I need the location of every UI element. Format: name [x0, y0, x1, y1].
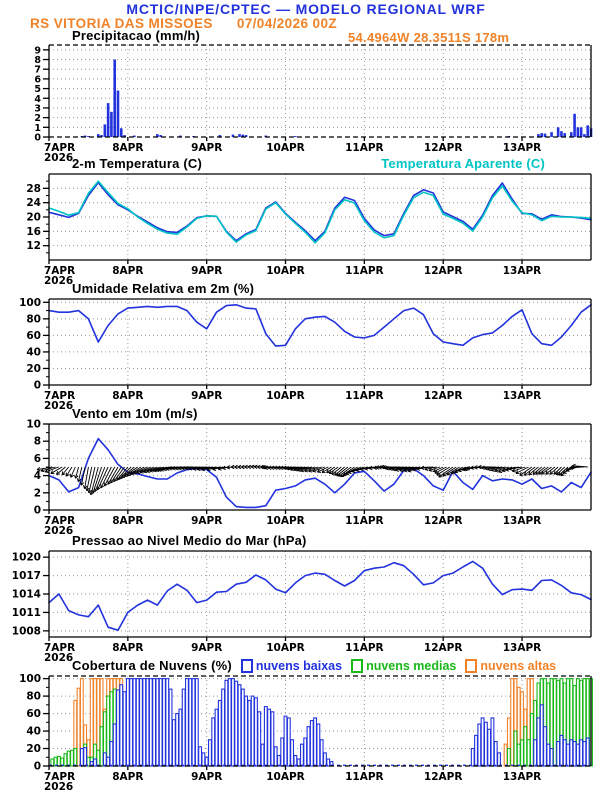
svg-text:13APR: 13APR — [502, 142, 542, 154]
svg-text:1014: 1014 — [11, 588, 41, 601]
svg-text:80: 80 — [26, 690, 41, 703]
svg-text:12: 12 — [26, 240, 41, 253]
run-datetime: 07/04/2026 00Z — [236, 16, 338, 31]
svg-text:9APR: 9APR — [191, 515, 223, 527]
svg-text:12APR: 12APR — [423, 265, 463, 277]
svg-text:7APR: 7APR — [44, 265, 76, 277]
legend-label-altas: nuvens altas — [480, 658, 557, 673]
svg-text:7: 7 — [34, 64, 41, 76]
page-title: MCTIC/INPE/CPTEC — MODELO REGIONAL WRF — [126, 1, 486, 17]
svg-text:9: 9 — [34, 45, 41, 57]
svg-text:8APR: 8APR — [112, 515, 144, 527]
svg-text:40: 40 — [26, 725, 41, 738]
svg-text:8APR: 8APR — [112, 265, 144, 277]
svg-text:10APR: 10APR — [266, 142, 305, 154]
svg-text:2026: 2026 — [44, 275, 74, 287]
location-coordinates: 54.4964W 28.3511S 178m — [348, 30, 510, 45]
svg-text:11APR: 11APR — [345, 771, 384, 783]
svg-text:6: 6 — [33, 452, 41, 465]
svg-text:7APR: 7APR — [44, 642, 76, 654]
svg-text:2026: 2026 — [44, 400, 74, 412]
pressure-title: Pressao ao Nivel Medio do Mar (hPa) — [72, 533, 307, 548]
svg-text:20: 20 — [26, 211, 41, 224]
svg-text:0: 0 — [33, 760, 41, 773]
wind-chart — [26, 419, 591, 538]
svg-text:1011: 1011 — [11, 606, 41, 619]
svg-text:2: 2 — [34, 113, 41, 125]
clouds-chart — [19, 673, 592, 792]
svg-text:10APR: 10APR — [266, 265, 305, 277]
svg-text:11APR: 11APR — [345, 642, 384, 654]
svg-text:8APR: 8APR — [112, 642, 144, 654]
svg-text:13APR: 13APR — [502, 642, 542, 654]
svg-text:60: 60 — [26, 708, 41, 721]
svg-text:2: 2 — [33, 487, 41, 500]
svg-text:2026: 2026 — [44, 152, 74, 164]
svg-text:8APR: 8APR — [112, 142, 144, 154]
legend-label-baixas: nuvens baixas — [255, 658, 343, 673]
svg-text:10APR: 10APR — [266, 390, 305, 402]
svg-text:28: 28 — [26, 182, 41, 195]
station-name: RS VITORIA DAS MISSOES — [30, 16, 213, 31]
precipitation-chart — [34, 45, 592, 164]
svg-text:8APR: 8APR — [112, 771, 144, 783]
svg-text:4: 4 — [33, 470, 41, 483]
svg-text:20: 20 — [26, 743, 41, 756]
clouds-title: Cobertura de Nuvens (%) — [72, 658, 232, 673]
svg-text:10APR: 10APR — [266, 642, 305, 654]
svg-text:2026: 2026 — [44, 652, 74, 664]
svg-text:9APR: 9APR — [191, 771, 223, 783]
svg-text:7APR: 7APR — [44, 390, 76, 402]
svg-text:9APR: 9APR — [191, 265, 223, 277]
svg-text:9APR: 9APR — [191, 642, 223, 654]
svg-text:13APR: 13APR — [502, 265, 542, 277]
svg-text:7APR: 7APR — [44, 142, 76, 154]
svg-text:8: 8 — [34, 55, 41, 67]
svg-text:1: 1 — [34, 122, 41, 134]
pressure-chart — [12, 551, 591, 664]
svg-text:13APR: 13APR — [502, 515, 542, 527]
temperature-title: 2-m Temperatura (C) — [72, 156, 202, 171]
svg-text:24: 24 — [26, 197, 41, 210]
svg-text:1017: 1017 — [11, 570, 41, 583]
precipitation-title: Precipitacao (mm/h) — [72, 28, 201, 43]
svg-text:0: 0 — [34, 132, 41, 144]
svg-text:12APR: 12APR — [423, 771, 463, 783]
temperature-chart — [26, 174, 591, 287]
svg-text:20: 20 — [26, 362, 41, 375]
wind-title: Vento em 10m (m/s) — [72, 406, 198, 421]
svg-text:11APR: 11APR — [345, 515, 384, 527]
svg-text:80: 80 — [26, 313, 41, 326]
svg-text:60: 60 — [26, 329, 41, 342]
svg-text:100: 100 — [19, 673, 41, 686]
legend-label-medias: nuvens medias — [366, 658, 457, 673]
svg-text:11APR: 11APR — [345, 265, 384, 277]
svg-text:7APR: 7APR — [44, 771, 76, 783]
svg-text:12APR: 12APR — [423, 515, 463, 527]
svg-text:6: 6 — [34, 74, 41, 86]
svg-text:11APR: 11APR — [345, 142, 384, 154]
apparent-temperature-title: Temperatura Aparente (C) — [381, 156, 545, 171]
svg-text:12APR: 12APR — [423, 642, 463, 654]
svg-text:10: 10 — [26, 418, 41, 431]
svg-text:2026: 2026 — [44, 781, 74, 792]
svg-text:13APR: 13APR — [502, 390, 542, 402]
svg-text:10APR: 10APR — [266, 515, 305, 527]
svg-text:9APR: 9APR — [191, 142, 223, 154]
svg-text:2026: 2026 — [44, 525, 74, 537]
svg-text:0: 0 — [33, 379, 41, 392]
svg-text:16: 16 — [26, 225, 41, 238]
svg-text:8APR: 8APR — [112, 390, 144, 402]
svg-text:12APR: 12APR — [423, 142, 463, 154]
svg-text:10APR: 10APR — [266, 771, 305, 783]
svg-text:12APR: 12APR — [423, 390, 463, 402]
svg-text:4: 4 — [34, 93, 41, 105]
svg-text:8: 8 — [33, 435, 41, 448]
svg-text:11APR: 11APR — [345, 390, 384, 402]
svg-text:1020: 1020 — [11, 551, 41, 564]
svg-text:0: 0 — [33, 504, 41, 517]
svg-text:5: 5 — [34, 84, 41, 96]
svg-text:9APR: 9APR — [191, 390, 223, 402]
svg-text:7APR: 7APR — [44, 515, 76, 527]
humidity-chart — [19, 297, 591, 412]
humidity-title: Umidade Relativa em 2m (%) — [72, 281, 255, 296]
svg-text:100: 100 — [19, 296, 41, 309]
svg-text:3: 3 — [34, 103, 41, 115]
svg-text:13APR: 13APR — [502, 771, 542, 783]
svg-text:40: 40 — [26, 346, 41, 359]
svg-text:1008: 1008 — [11, 625, 41, 638]
